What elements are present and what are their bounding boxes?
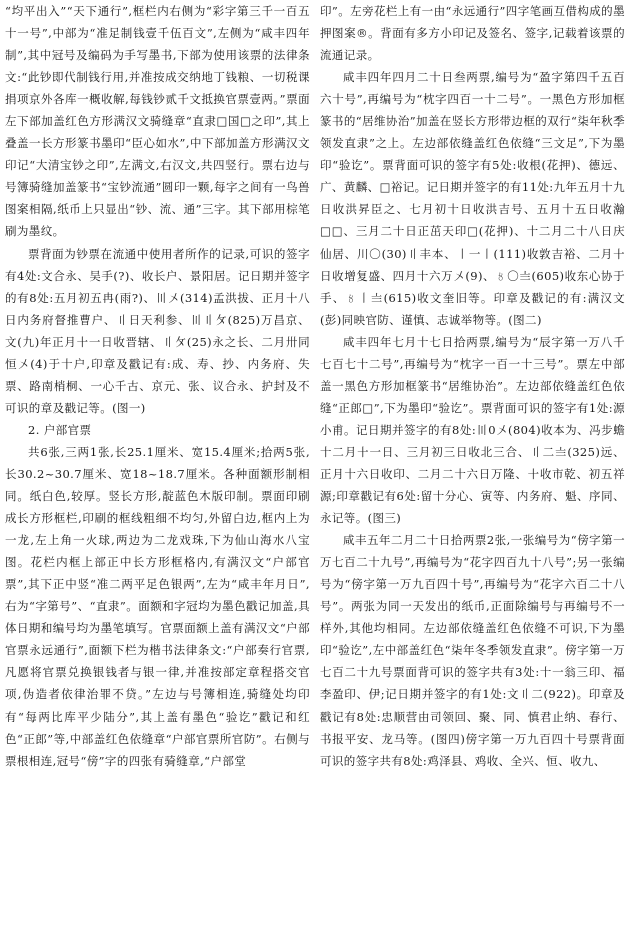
- right-column: [320, 0, 625, 937]
- paragraph-xianfeng-5-notes: 咸丰五年二月二十日拾两票2张,一张编号为“傍字第一万七百二十九号”,再编号为“花字四百九十八号”;另一张编号为“傍字第一万九百四十号”,再编号为“花字六百二十八号”。两张为同一天发出的纸币,正面除编号与再编号不一样外,其他均相同。左边部依缝盖红色依缝不可识,下为墨印“验讫”,左中部盖红色“柒年冬季领发直隶”。傍字第一万七百二十九号票面背可识的签字共有3处:十一翁三印、福李盈印、伊;记日期并签字的有1处:文〢二(922)。印章及戳记有8处:忠顺营由司领回、聚、同、慎君止纳、春行、书报平安、龙马等。(图四)傍字第一万九百四十号票背面可识的签字共有8处:鸡泽县、鸡收、全兴、恒、收九、: [320, 533, 625, 768]
- paragraph-reverse-records: 票背面为钞票在流通中使用者所作的记录,可识的签字有4处:文合永、吴手(?)、收长户、景阳居。记日期并签字的有8处:五月初五冉(雨?)、〣〤(314)孟洪拔、正月〸八日内务府督推曹户、〢日天利参、〣〢〩(825)万昌京、文(九)年正月〸一日收晋辖、〢〩(25)永之长、二月卅同恒〤(4)于十户,印章及戳记有:成、寿、抄、内务府、失票、路南梢桐、一心千古、京元、张、议合永、护封及不可识的章及戳记等。(图一): [5, 246, 310, 415]
- paragraph-continuation: “均平出入”“天下通行”,框栏内右侧为“彩字第三千一百五十一号”,中部为“准足制钱壹千伍百文”,左侧为“咸丰四年制”,其中冠号及编码为手写墨书,下部为使用该票的法律条文:“此钞即代制钱行用,并准按成交纳地丁钱粮、一切税课捐项京外各库一概收解,每钱钞贰千文抵换官票壹两。”票面左下部加盖红色方形满汉文骑缝章“直隶□国□之印”,其上叠盖一长方形篆书墨印“臣心如水”,中下部加盖方形满汉文印记“大清宝钞之印”,左满文,右汉文,共四竖行。票右边与号簿骑缝加盖篆书“宝钞流通”圆印一颗,每字之间有一鸟兽图案相隔,纸币上只显出“钞、流、通”三字。其下部用棕笔刷为墨纹。: [5, 4, 310, 239]
- section-heading: 2. 户部官票: [28, 422, 92, 437]
- paragraph-hubu-notes: 共6张,三两1张,长25.1厘米、宽15.4厘米;拾两5张,长30.2~30.7厘米、宽18~18.7厘米。各种面额形制相同。纸白色,较厚。竖长方形,靛蓝色木版印制。票面印刷成长方形框栏,印刷的框线粗细不均匀,外留白边,框内上为一龙,左上角一火球,两边为二龙戏珠,下为仙山海水八宝图。花栏内框上部正中长方形框格内,有满汉文“户部官票”,其下正中竖“准二两平足色银两”,左为“咸丰年月日”,右为“字第号”、“直隶”。面额和字冠均为墨色戳记加盖,具体日期和编号均为墨笔填写。官票面额上盖有满汉文“户部官票永远通行”,面额下栏为楷书法律条文:“户部奏行官票,凡愿将官票兑换银钱者与银一律,并准按部定章程搭交官项,伪造者依律治罪不贷。”左边与号簿相连,骑缝处均印有“每两比库平少陆分”,其上盖有墨色“验讫”戳记和红色“正郎”等,中部盖红色依缝章“户部官票所官防”。右侧与票根相连,冠号“傍”字的四张有骑缝章,“户部堂: [5, 444, 310, 768]
- paragraph-ten-tael-note: 咸丰四年七月十七日拾两票,编号为“辰字第一万八千七百七十二号”,再编号为“枕字一百一十三号”。票左中部盖一黑色方形加框篆书“居维协治”。左边部依缝盖红色依缝“正郎□”,下为墨印“验讫”。票背面可识的签字有1处:源小甫。记日期并签字的有8处:〣0〤(804)收本为、冯步蟾十二月〸一日、三月初三日收北三合、〢二〨(325)远、正月十六日收印、二月二十六日万隆、〸收市乾、初五祥源;印章戳记有6处:留十分心、寅等、内务府、魁、序同、永记等。(图三): [320, 334, 625, 526]
- paragraph-three-tael-note: 咸丰四年四月二十日叁两票,编号为“盈字第四千五百六十号”,再编号为“枕字四百一十二号”。一黑色方形加框篆书的“居维协治”加盖在竖长方形带边框的双行“柒年秋季领发直隶”之上。左边部依缝盖红色依缝“三文足”,下为墨印“验讫”。票背面可识的签字有5处:收根(花押)、德远、广、黄麟、□裕记。记日期并签字的有11处:九年五月十九日收洪昇臣之、七月初十日收洪吉号、五月十五日收瀚□□、三月二十日正茁天印□(花押)、十二月二十八日庆仙居、川〇(30)〢丰本、〡一〡(111)收敦吉裕、二月〸日收增复盛、四月十六万〤(9)、〥〇〨(605)收东心协于手、〥〡〨(615)收文奎旧等。印章及戳记的有:满汉文(彭)同映官防、谨慎、志诚举物等。(图二): [320, 70, 625, 327]
- left-column: [5, 0, 310, 937]
- paragraph-continuation: 印”。左旁花栏上有一由“永远通行”四字笔画互借构成的墨押图案®。背面有多方小印记及签名、签字,记载着该票的流通记录。: [320, 4, 625, 63]
